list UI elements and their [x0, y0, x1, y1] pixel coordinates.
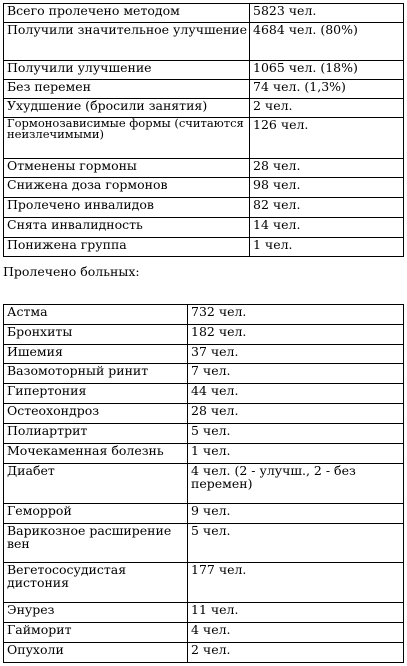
row-value: 74 чел. (1,3%)	[250, 80, 404, 99]
row-label: Гипертония	[4, 384, 188, 404]
row-label: Без перемен	[4, 80, 250, 99]
table-row	[4, 464, 404, 504]
row-label: Вегетососудистая дистония	[4, 563, 188, 603]
row-value: 5 чел.	[188, 524, 404, 563]
row-value: 5 чел.	[188, 424, 404, 444]
table-row	[4, 643, 404, 663]
row-value: 14 чел.	[250, 218, 404, 238]
row-value: 4 чел. (2 - улучш., 2 - без перемен)	[188, 464, 404, 504]
table-row	[4, 603, 404, 623]
row-value: 182 чел.	[188, 325, 404, 345]
row-value: 28 чел.	[250, 159, 404, 178]
row-label: Ишемия	[4, 345, 188, 364]
table-row	[4, 345, 404, 364]
table-row	[4, 198, 404, 218]
table-row	[4, 238, 404, 257]
table-row	[4, 504, 404, 524]
row-label: Получили улучшение	[4, 61, 250, 80]
row-label: Бронхиты	[4, 325, 188, 345]
row-label: Энурез	[4, 603, 188, 623]
row-value: 28 чел.	[188, 404, 404, 424]
row-value: 732 чел.	[188, 305, 404, 325]
table-row	[4, 364, 404, 384]
row-value: 7 чел.	[188, 364, 404, 384]
table-row	[4, 23, 404, 61]
table-row	[4, 80, 404, 99]
row-value: 44 чел.	[188, 384, 404, 404]
row-label: Диабет	[4, 464, 188, 504]
row-value: 37 чел.	[188, 345, 404, 364]
row-value: 98 чел.	[250, 178, 404, 198]
table-row	[4, 325, 404, 345]
table-row	[4, 178, 404, 198]
row-label: Ухудшение (бросили занятия)	[4, 99, 250, 118]
table-row	[4, 61, 404, 80]
row-value: 126 чел.	[250, 118, 404, 159]
patients-by-disease-table	[3, 304, 404, 663]
table-row	[4, 159, 404, 178]
row-value: 1 чел.	[188, 444, 404, 464]
table-row	[4, 218, 404, 238]
row-label: Получили значительное улучшение	[4, 23, 250, 61]
table-row	[4, 99, 404, 118]
row-value: 2 чел.	[188, 643, 404, 663]
table-row	[4, 563, 404, 603]
table-row	[4, 444, 404, 464]
table-row	[4, 623, 404, 643]
row-label: Геморрой	[4, 504, 188, 524]
row-label: Остеохондроз	[4, 404, 188, 424]
row-value: 177 чел.	[188, 563, 404, 603]
table-row	[4, 4, 404, 23]
row-label: Пролечено инвалидов	[4, 198, 250, 218]
row-label: Всего пролечено методом	[4, 4, 250, 23]
row-value: 5823 чел.	[250, 4, 404, 23]
table-row	[4, 404, 404, 424]
table-row	[4, 424, 404, 444]
row-label: Гормонозависимые формы (считаются неизлечимыми)	[4, 118, 250, 159]
row-label: Астма	[4, 305, 188, 325]
row-value: 4684 чел. (80%)	[250, 23, 404, 61]
row-value: 2 чел.	[250, 99, 404, 118]
row-value: 1065 чел. (18%)	[250, 61, 404, 80]
row-value: 1 чел.	[250, 238, 404, 257]
row-label: Понижена группа	[4, 238, 250, 257]
table-row	[4, 384, 404, 404]
row-label: Снижена доза гормонов	[4, 178, 250, 198]
row-value: 4 чел.	[188, 623, 404, 643]
row-label: Опухоли	[4, 643, 188, 663]
row-label: Вазомоторный ринит	[4, 364, 188, 384]
row-label: Снята инвалидность	[4, 218, 250, 238]
treatment-summary-table	[3, 3, 404, 257]
row-value: 11 чел.	[188, 603, 404, 623]
table-row	[4, 524, 404, 563]
row-label: Отменены гормоны	[4, 159, 250, 178]
row-value: 82 чел.	[250, 198, 404, 218]
row-label: Мочекаменная болезнь	[4, 444, 188, 464]
row-label: Гайморит	[4, 623, 188, 643]
table-row	[4, 305, 404, 325]
row-value: 9 чел.	[188, 504, 404, 524]
patients-caption: Пролечено больных:	[3, 264, 140, 279]
row-label: Варикозное расширение вен	[4, 524, 188, 563]
table-row	[4, 118, 404, 159]
row-label: Полиартрит	[4, 424, 188, 444]
